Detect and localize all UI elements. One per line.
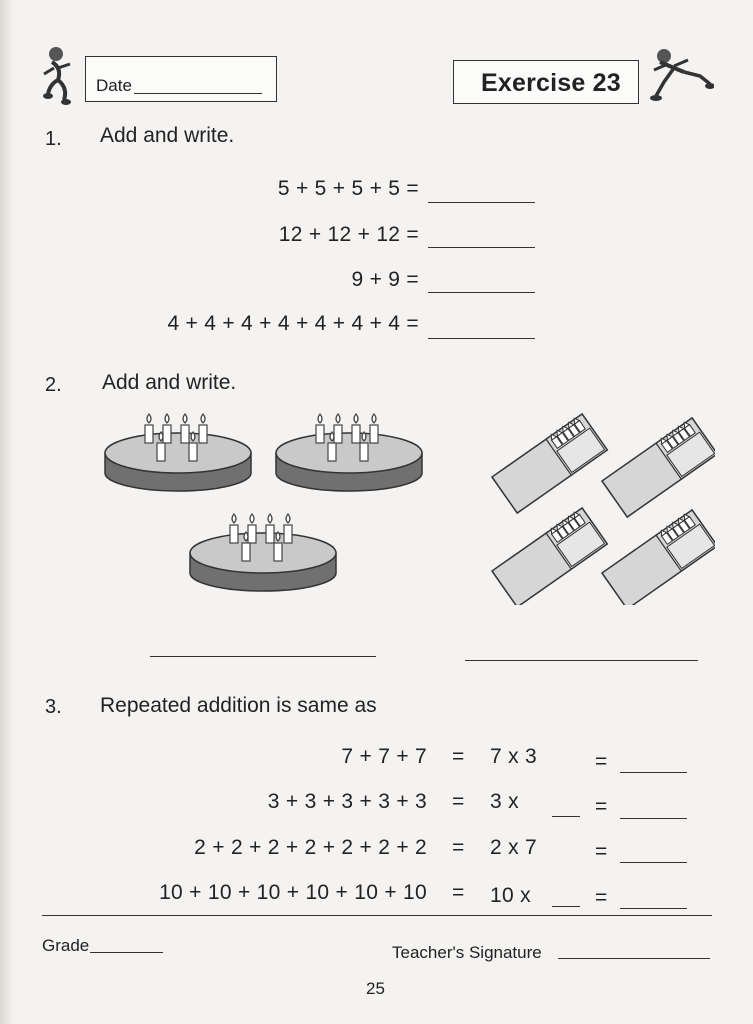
q1-answer-line-2[interactable] <box>428 247 535 248</box>
q2-number: 2. <box>45 374 62 396</box>
q1-equation-3: 9 + 9 = <box>351 268 419 291</box>
date-answer-line[interactable] <box>134 93 262 94</box>
q3-row1-answer-line[interactable] <box>620 772 687 773</box>
q1-equation-1: 5 + 5 + 5 + 5 = <box>277 177 419 200</box>
q3-row2-product: 3 x <box>490 790 519 813</box>
q3-row1-addition: 7 + 7 + 7 <box>341 745 427 768</box>
cake-3 <box>190 514 336 591</box>
cake-2 <box>276 414 422 491</box>
page-edge-shadow <box>0 0 14 1024</box>
teacher-signature-line[interactable] <box>558 958 710 959</box>
exercise-title: Exercise 23 <box>481 69 621 97</box>
q3-row3-addition: 2 + 2 + 2 + 2 + 2 + 2 + 2 <box>194 836 427 859</box>
exercise-title-box <box>453 60 639 104</box>
q1-answer-line-4[interactable] <box>428 338 535 339</box>
q3-row3-result-sign: = <box>595 840 608 863</box>
q1-equation-2: 12 + 12 + 12 = <box>278 223 419 246</box>
crayon-box-2 <box>601 417 715 517</box>
grade-answer-line[interactable] <box>90 952 163 953</box>
crayon-boxes-illustration <box>480 405 715 605</box>
q3-row4-product: 10 x <box>490 884 531 907</box>
q1-answer-line-3[interactable] <box>428 292 535 293</box>
q3-row2-eq-sign: = <box>452 790 465 813</box>
grade-label: Grade <box>42 936 90 955</box>
q2-instruction: Add and write. <box>102 371 237 394</box>
q3-row1-product: 7 x 3 <box>490 745 538 768</box>
q3-row4-answer-line[interactable] <box>620 908 687 909</box>
q3-row4-multiplier-line[interactable] <box>552 906 580 907</box>
cake-1 <box>105 414 251 491</box>
page-number: 25 <box>366 979 385 998</box>
footer-separator <box>42 915 712 916</box>
q2-answer-line-crayons[interactable] <box>465 660 698 661</box>
running-kid-left-icon <box>40 44 86 108</box>
q2-answer-line-cakes[interactable] <box>150 656 376 657</box>
q3-row4-addition: 10 + 10 + 10 + 10 + 10 + 10 <box>159 881 427 904</box>
crayon-box-4 <box>601 509 715 605</box>
q3-row1-result-sign: = <box>595 750 608 773</box>
crayon-box-3 <box>491 507 607 605</box>
q3-row1-eq-sign: = <box>452 745 465 768</box>
q3-row3-eq-sign: = <box>452 836 465 859</box>
date-label: Date <box>96 76 132 95</box>
q3-row3-answer-line[interactable] <box>620 862 687 863</box>
crayon-box-1 <box>491 413 607 513</box>
q3-row4-eq-sign: = <box>452 881 465 904</box>
q3-row3-product: 2 x 7 <box>490 836 538 859</box>
q3-row2-addition: 3 + 3 + 3 + 3 + 3 <box>267 790 427 813</box>
q3-row4-result-sign: = <box>595 886 608 909</box>
teacher-signature-label: Teacher's Signature <box>392 943 542 962</box>
running-kid-right-icon <box>644 46 714 104</box>
q3-row2-result-sign: = <box>595 795 608 818</box>
q1-number: 1. <box>45 128 62 150</box>
q1-instruction: Add and write. <box>100 124 235 147</box>
q3-row2-answer-line[interactable] <box>620 818 687 819</box>
q3-row2-multiplier-line[interactable] <box>552 816 580 817</box>
cakes-illustration <box>100 405 430 600</box>
q1-answer-line-1[interactable] <box>428 202 535 203</box>
date-box <box>85 56 277 102</box>
q3-number: 3. <box>45 696 62 718</box>
q1-equation-4: 4 + 4 + 4 + 4 + 4 + 4 + 4 = <box>167 312 419 335</box>
q3-instruction: Repeated addition is same as <box>100 694 377 717</box>
